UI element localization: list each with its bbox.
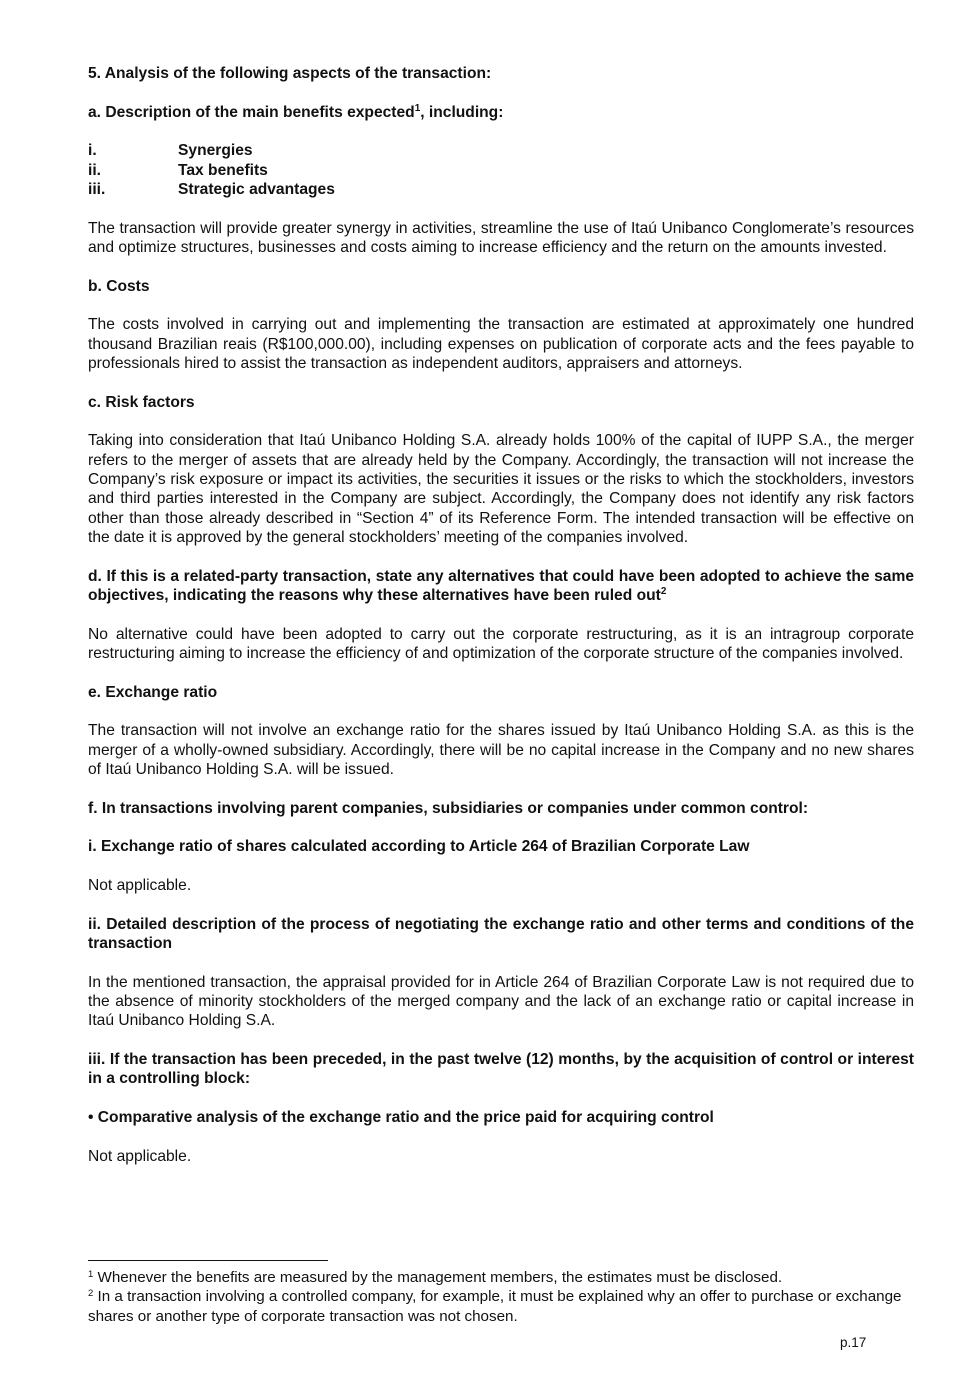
section-f-ii-heading: ii. Detailed description of the process of negotiating the exchange ratio and other terms and conditions of the transaction <box>88 915 914 952</box>
section-a-heading <box>88 103 914 122</box>
section-e-heading: e. Exchange ratio <box>88 683 218 701</box>
list-item-label: Strategic advantages <box>178 181 335 198</box>
section-e-body: The transaction will not involve an exchange ratio for the shares issued by Itaú Unibanco Holding S.A. as this is the merger of a wholly-owned subsidiary. Accordingly, there will be no capital increase in the Company and no new shares of Itaú Unibanco Holding S.A. will be issued. <box>88 722 914 779</box>
document-body <box>88 64 914 1185</box>
section-f-iii-body: Not applicable. <box>88 1147 192 1165</box>
section-d-heading <box>88 567 914 606</box>
section-f-iii-bullet-heading: • Comparative analysis of the exchange ratio and the price paid for acquiring control <box>88 1109 714 1126</box>
list-item-number: ii. <box>88 161 101 179</box>
section-c-body: Taking into consideration that Itaú Unibanco Holding S.A. already holds 100% of the capital of IUPP S.A., the merger refers to the merger of assets that are already held by the Company. Accordingly, the transaction will not increase the Company’s risk exposure or impact its activities, the securities it issues or the risks to which the stockholders, investors and third parties interested in the Company are subject. Accordingly, the Company does not identify any risk factors other than those already described in “Section 4” of its Reference Form. The intended transaction will be effective on the date it is approved by the general stockholders’ meeting of the companies involved. <box>88 432 914 547</box>
benefits-list <box>88 141 914 199</box>
footnote-number: 2 <box>88 1288 94 1300</box>
section-c-heading: c. Risk factors <box>88 393 195 411</box>
footnote-1 <box>88 1268 914 1287</box>
footnotes <box>88 1268 914 1326</box>
footnote-2 <box>88 1287 914 1326</box>
footnote-text: In a transaction involving a controlled company, for example, it must be explained why an offer to purchase or exchange shares or another type of corporate transaction was not chosen. <box>88 1288 902 1325</box>
page-number: p.17 <box>840 1335 867 1350</box>
footnote-ref-2: 2 <box>660 586 667 598</box>
list-item <box>88 180 914 199</box>
footnote-number: 1 <box>88 1269 94 1280</box>
section-f-iii-heading: iii. If the transaction has been preceded, in the past twelve (12) months, by the acquisition of control or interest in a controlling block: <box>88 1051 914 1088</box>
section-a-body: The transaction will provide greater synergy in activities, streamline the use of Itaú Unibanco Conglomerate’s resources and optimize structures, businesses and costs aiming to increase efficiency and the return on the amounts invested. <box>88 219 914 256</box>
section-f-ii-body: In the mentioned transaction, the appraisal provided for in Article 264 of Brazilian Corporate Law is not required due to the absence of minority stockholders of the merged company and the lack of an exchange ratio or capital increase in Itaú Unibanco Holding S.A. <box>88 973 914 1030</box>
section-f-i-heading: i. Exchange ratio of shares calculated according to Article 264 of Brazilian Corporate Law <box>88 838 750 856</box>
section-d-heading-text: d. If this is a related-party transaction, state any alternatives that could have been adopted to achieve the same objectives, indicating the reasons why these alternatives have been ruled out <box>88 567 914 605</box>
list-item-label: Tax benefits <box>178 161 268 179</box>
list-item <box>88 161 914 180</box>
section-f-i-body: Not applicable. <box>88 877 192 894</box>
footnote-ref-1: 1 <box>414 102 421 114</box>
section-5-heading: 5. Analysis of the following aspects of the transaction: <box>88 65 492 82</box>
list-item-number: iii. <box>88 181 106 198</box>
list-item-number: i. <box>88 142 97 160</box>
section-b-body: The costs involved in carrying out and implementing the transaction are estimated at approximately one hundred thousand Brazilian reais (R$100,000.00), including expenses on publication of corporate acts and the fees payable to professionals hired to assist the transaction as independent auditors, appraisers and attorneys. <box>88 316 914 372</box>
list-item-label: Synergies <box>178 142 253 160</box>
section-d-body: No alternative could have been adopted to carry out the corporate restructuring, as it is an intragroup corporate restructuring aiming to increase the efficiency of and optimization of the corporate structure of the companies involved. <box>88 625 914 663</box>
section-b-heading: b. Costs <box>88 277 150 295</box>
section-a-heading-suffix: , including: <box>420 103 504 121</box>
footnote-divider <box>88 1260 328 1261</box>
footnote-text: Whenever the benefits are measured by the management members, the estimates must be disclosed. <box>93 1269 783 1286</box>
section-f-heading: f. In transactions involving parent companies, subsidiaries or companies under common control: <box>88 799 809 817</box>
section-a-heading-text: a. Description of the main benefits expected <box>88 103 415 121</box>
list-item <box>88 141 914 160</box>
